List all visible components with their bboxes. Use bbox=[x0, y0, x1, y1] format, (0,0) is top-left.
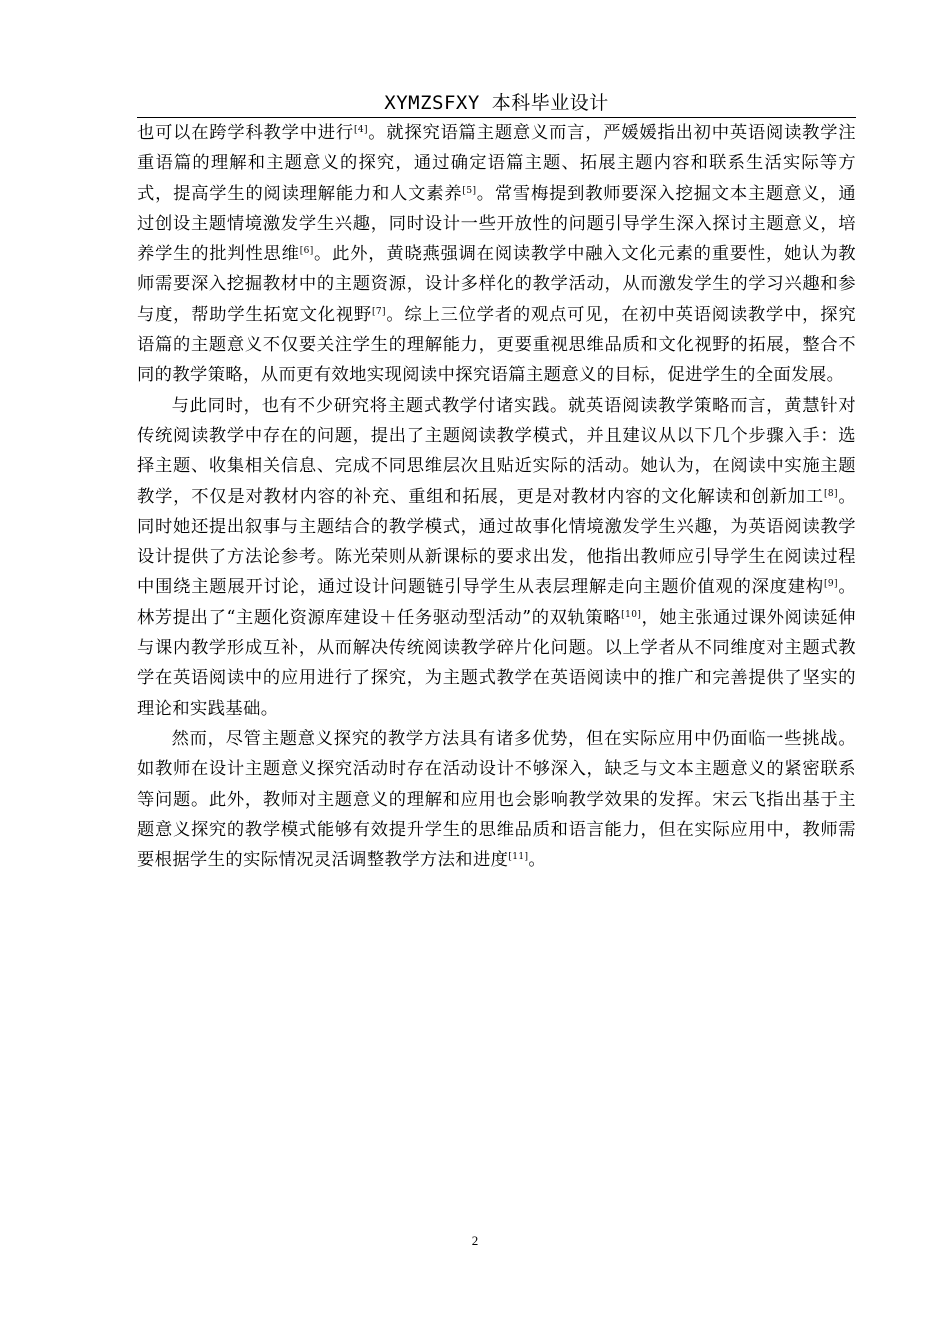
paragraph-2 bbox=[137, 391, 856, 724]
body-text bbox=[137, 118, 856, 875]
text-segment: 也可以在跨学科教学中进行 bbox=[137, 123, 354, 143]
text-segment: 与此同时，也有不少研究将主题式教学付诸实践。就英语阅读教学策略而言，黄慧针对传统阅读教学中存在的问题，提出了主题阅读教学模式，并且建议从以下几个步骤入手：选择主题、收集相关信息、完成不同思维层次且贴近实际的活动。她认为，在阅读中实施主题教学，不仅是对教材内容的补充、重组和拓展，更是对教材内容的文化解读和创新加工 bbox=[137, 395, 856, 507]
paragraph-3 bbox=[137, 724, 856, 875]
page-header bbox=[137, 90, 856, 118]
page-number: 2 bbox=[471, 1233, 479, 1248]
text-segment: 。林芳提出了“主题化资源库建设＋任务驱动型活动”的双轨策略 bbox=[137, 577, 857, 628]
citation-ref: [5] bbox=[462, 185, 477, 196]
text-segment: 。此外，黄晓燕强调在阅读教学中融入文化元素的重要性，她认为教师需要深入挖掘教材中的主题资源，设计多样化的教学活动，从而激发学生的学习兴趣和参与度，帮助学生拓宽文化视野 bbox=[137, 244, 856, 325]
header-title: XYMZSFXY 本科毕业设计 bbox=[384, 92, 609, 114]
text-segment: ，她主张通过课外阅读延伸与课内教学形成互补，从而解决传统阅读教学碎片化问题。以上学者从不同维度对主题式教学在英语阅读中的应用进行了探究，为主题式教学在英语阅读中的推广和完善提供了坚实的理论和实践基础。 bbox=[137, 607, 856, 719]
text-segment: 然而，尽管主题意义探究的教学方法具有诸多优势，但在实际应用中仍面临一些挑战。如教师在设计主题意义探究活动时存在活动设计不够深入，缺乏与文本主题意义的紧密联系等问题。此外，教师对主题意义的理解和应用也会影响教学效果的发挥。宋云飞指出基于主题意义探究的教学模式能够有效提升学生的思维品质和语言能力，但在实际应用中，教师需要根据学生的实际情况灵活调整教学方法和进度 bbox=[137, 728, 856, 871]
text-segment: 。就探究语篇主题意义而言，严媛媛指出初中英语阅读教学注重语篇的理解和主题意义的探究，通过确定语篇主题、拓展主题内容和联系生活实际等方式，提高学生的阅读理解能力和人文素养 bbox=[137, 123, 856, 204]
citation-ref: [6] bbox=[299, 246, 314, 257]
text-segment: 。综上三位学者的观点可见，在初中英语阅读教学中，探究语篇的主题意义不仅要关注学生的理解能力，更要重视思维品质和文化视野的拓展，整合不同的教学策略，从而更有效地实现阅读中探究语篇主题意义的目标，促进学生的全面发展。 bbox=[137, 304, 856, 386]
citation-ref: [11] bbox=[508, 852, 529, 863]
citation-ref: [10] bbox=[621, 609, 642, 620]
citation-ref: [7] bbox=[372, 306, 386, 317]
citation-ref: [4] bbox=[353, 125, 368, 135]
paragraph-1 bbox=[137, 118, 856, 391]
text-segment: 。常雪梅提到教师要深入挖掘文本主题意义，通过创设主题情境激发学生兴趣，同时设计一些开放性的问题引导学生深入探讨主题意义，培养学生的批判性思维 bbox=[137, 183, 856, 265]
citation-ref: [9] bbox=[823, 579, 838, 590]
text-segment: 。同时她还提出叙事与主题结合的教学模式，通过故事化情境激发学生兴趣，为英语阅读教学设计提供了方法论参考。陈光荣则从新课标的要求出发，他指出教师应引导学生在阅读过程中围绕主题展开讨论，通过设计问题链引导学生从表层理解走向主题价值观的深度建构 bbox=[137, 486, 857, 598]
text-segment: 。 bbox=[528, 850, 547, 871]
citation-ref: [8] bbox=[823, 488, 838, 499]
